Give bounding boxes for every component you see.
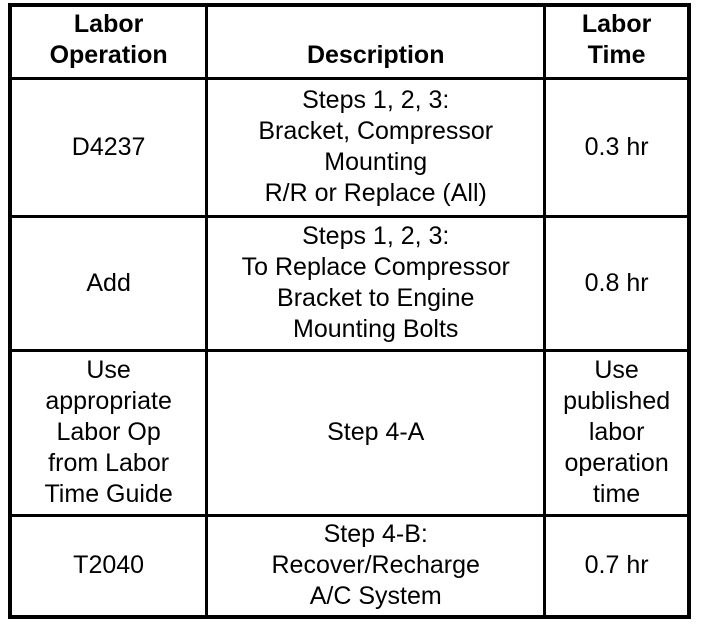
cell-text: published (563, 387, 671, 415)
cell-text: To Replace Compressor (241, 253, 510, 281)
cell-text: Time Guide (44, 480, 173, 508)
cell-text: Steps 1, 2, 3: (302, 222, 450, 250)
header-text: Labor (73, 9, 144, 38)
time-cell (545, 78, 689, 216)
operation-cell (10, 515, 207, 617)
labor-time-table (8, 3, 691, 619)
description-cell (207, 515, 545, 617)
operation-cell (10, 78, 207, 216)
cell-text: operation (564, 449, 669, 477)
header-description (207, 5, 545, 78)
cell-text: Use (86, 356, 131, 384)
cell-text: A/C System (309, 582, 442, 611)
header-text: Description (306, 40, 445, 69)
header-text: Labor (581, 9, 652, 38)
cell-text: Recover/Recharge (271, 551, 480, 580)
cell-text: T2040 (73, 551, 145, 580)
cell-text: Mounting (324, 148, 428, 176)
table-row (10, 515, 689, 617)
header-labor-operation (10, 5, 207, 78)
cell-text: R/R or Replace (All) (264, 179, 487, 207)
table-row (10, 216, 689, 350)
time-cell (545, 216, 689, 350)
cell-text: Step 4-B: (323, 520, 428, 549)
header-labor-time (545, 5, 689, 78)
description-cell (207, 78, 545, 216)
operation-cell (10, 350, 207, 515)
table-row (10, 78, 689, 216)
cell-text: Bracket to Engine (277, 284, 475, 312)
time-cell (545, 350, 689, 515)
cell-text: Steps 1, 2, 3: (302, 86, 450, 114)
cell-text: D4237 (71, 132, 146, 161)
description-cell (207, 216, 545, 350)
cell-text: Bracket, Compressor (258, 117, 494, 145)
cell-text: appropriate (45, 387, 172, 415)
header-text: Operation (49, 40, 168, 69)
operation-cell (10, 216, 207, 350)
header-text: Time (587, 40, 646, 69)
cell-text: Mounting Bolts (293, 315, 459, 343)
table-header-row (10, 5, 689, 78)
cell-text: 0.3 hr (584, 132, 649, 161)
cell-text: time (592, 480, 641, 508)
cell-text: Labor Op (56, 418, 161, 446)
cell-text: labor (588, 418, 645, 446)
cell-text: Add (86, 268, 131, 297)
table-row (10, 350, 689, 515)
cell-text: Use (594, 356, 639, 384)
cell-text: Step 4-A (327, 418, 425, 446)
cell-text: 0.7 hr (584, 551, 649, 580)
cell-text: 0.8 hr (584, 268, 649, 297)
cell-text: from Labor (48, 449, 170, 477)
time-cell (545, 515, 689, 617)
description-cell (207, 350, 545, 515)
